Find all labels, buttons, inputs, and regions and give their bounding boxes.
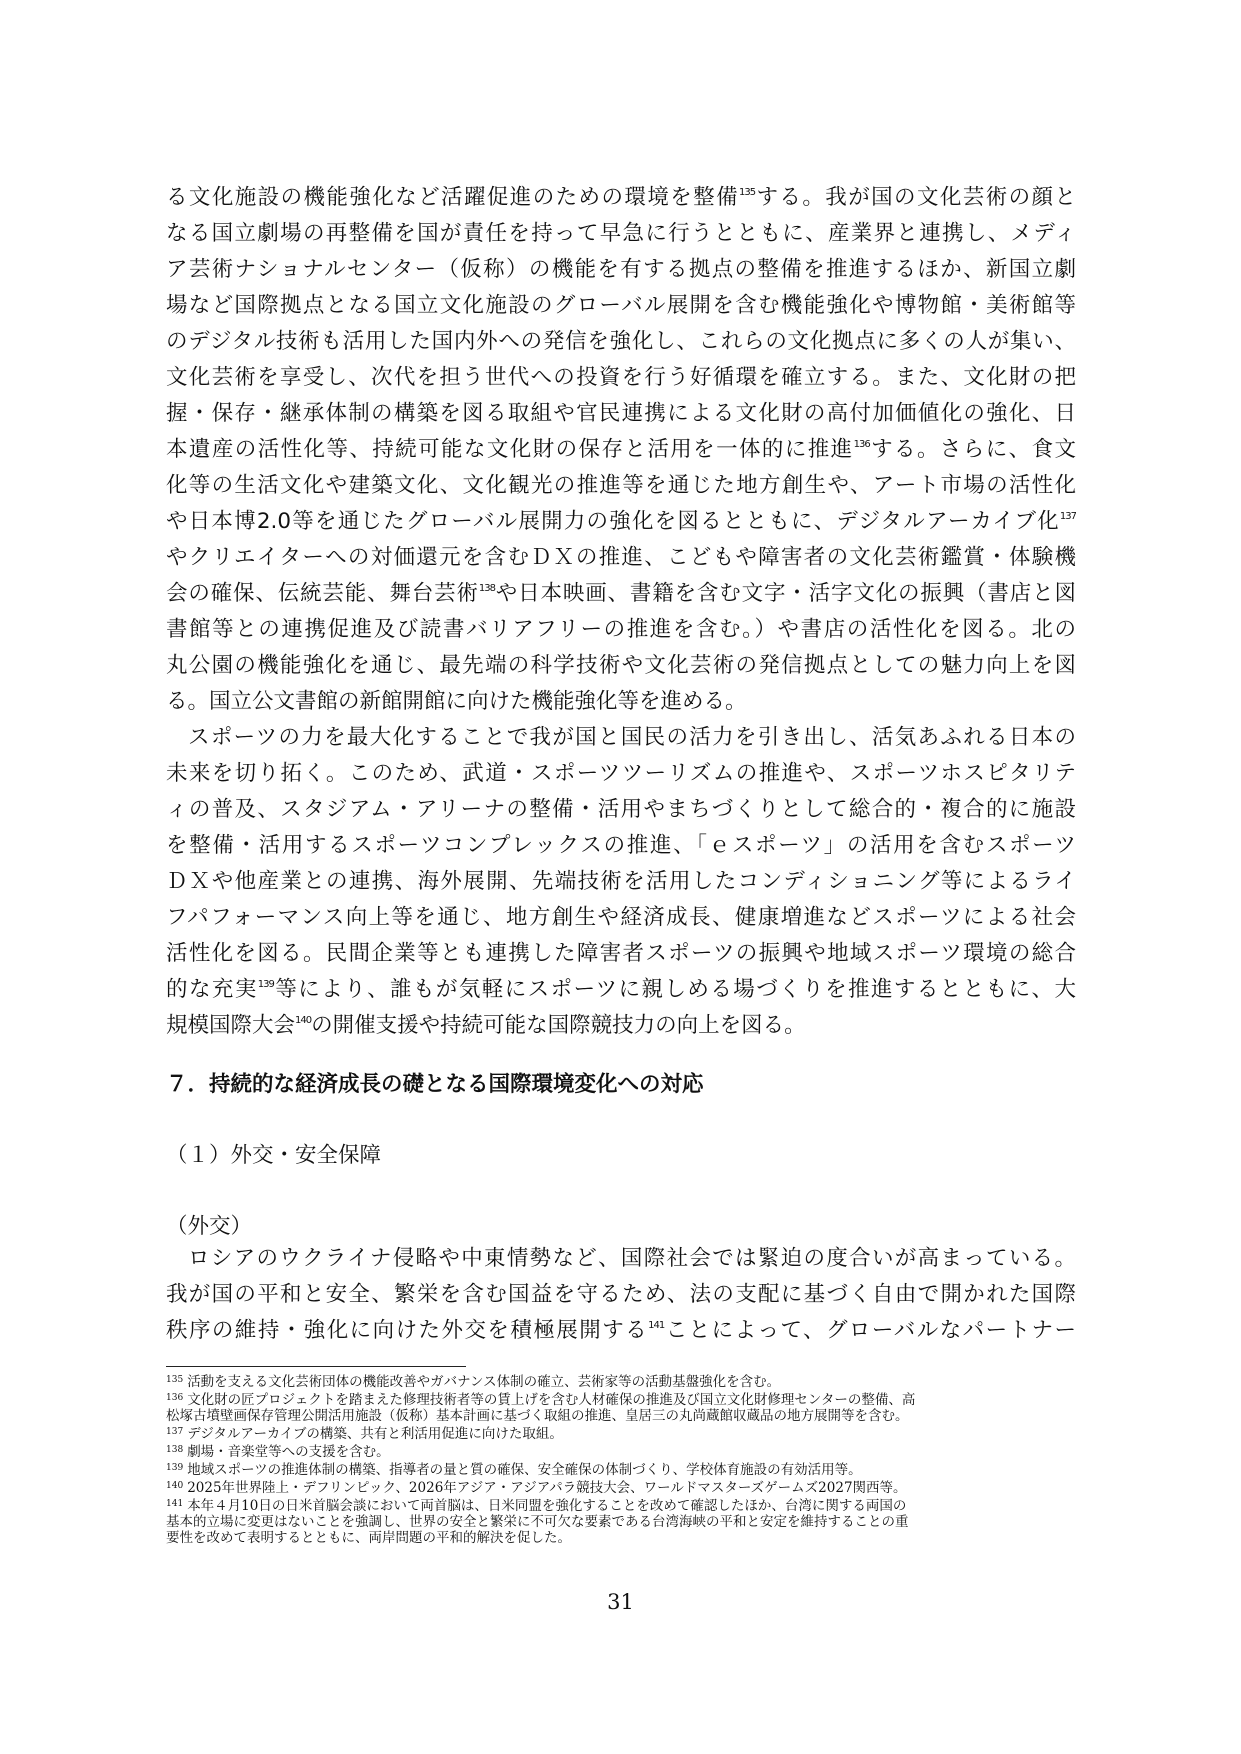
text-run: 場など国際拠点となる国立文化施設のグローバル展開を含む機能強化や博物館・美術館等 bbox=[166, 293, 1076, 318]
footnote-text: 基本的立場に変更はないことを強調し、世界の安全と繁栄に不可欠な要素である台湾海峡の平和と安定を維持することの重 bbox=[166, 1514, 909, 1530]
text-line bbox=[166, 1277, 1076, 1313]
text-run: ア芸術ナショナルセンター（仮称）の機能を有する拠点の整備を推進するほか、新国立劇 bbox=[166, 257, 1076, 282]
page-number: 31 bbox=[607, 1590, 634, 1614]
footnote-text: 文化財の匠プロジェクトを踏まえた修理技術者等の賃上げを含む人材確保の推進及び国立文化財修理センターの整備、高 bbox=[187, 1392, 916, 1408]
text-line bbox=[166, 180, 1076, 216]
footnote-ref[interactable]: 136 bbox=[853, 439, 870, 450]
text-line bbox=[166, 648, 1076, 684]
footnote-text: 松塚古墳壁画保存管理公開活用施設（仮称）基本計画に基づく取組の推進、皇居三の丸尚蔵館収蔵品の地方展開等を含む。 bbox=[166, 1408, 909, 1424]
footnote-number: 138 bbox=[166, 1445, 184, 1455]
text-run: 等により、誰もが気軽にスポーツに親しめる場づくりを推進するとともに、大 bbox=[273, 977, 1076, 1002]
footnote-line bbox=[166, 1390, 1076, 1408]
text-run: やクリエイターへの対価還元を含むＤＸの推進、こどもや障害者の文化芸術鑑賞・体験機 bbox=[166, 545, 1076, 570]
text-run: ことによって、グローバルなパートナー bbox=[664, 1318, 1076, 1343]
text-run: を整備・活用するスポーツコンプレックスの推進、「ｅスポーツ」の活用を含むスポーツ bbox=[166, 833, 1076, 858]
footnote-number: 139 bbox=[166, 1463, 184, 1473]
text-run: 我が国の平和と安全、繁栄を含む国益を守るため、法の支配に基づく自由で開かれた国際 bbox=[166, 1282, 1076, 1307]
footnote-text: 2025年世界陸上・デフリンピック、2026年アジア・アジアパラ競技大会、ワールドマスターズゲームズ2027関西等。 bbox=[187, 1480, 907, 1496]
text-run: 未来を切り拓く。このため、武道・スポーツツーリズムの推進や、スポーツホスピタリテ bbox=[166, 761, 1076, 786]
footnotes bbox=[166, 1372, 1076, 1546]
text-run: 丸公園の機能強化を通じ、最先端の科学技術や文化芸術の発信拠点としての魅力向上を図 bbox=[166, 653, 1076, 678]
text-line bbox=[166, 684, 1076, 720]
text-line bbox=[166, 720, 1076, 756]
text-line bbox=[166, 576, 1076, 612]
body-paragraphs bbox=[166, 180, 1076, 1044]
text-line bbox=[166, 936, 1076, 972]
footnote-ref[interactable]: 140 bbox=[295, 1015, 312, 1026]
footnote-text: デジタルアーカイブの構築、共有と利活用促進に向けた取組。 bbox=[187, 1426, 563, 1442]
footnote-number: 136 bbox=[166, 1393, 184, 1403]
text-line bbox=[166, 216, 1076, 252]
text-line bbox=[166, 396, 1076, 432]
footnote-ref[interactable]: 137 bbox=[1059, 511, 1076, 522]
footnote-text: 要性を改めて表明するとともに、両岸問題の平和的解決を促した。 bbox=[166, 1530, 571, 1546]
text-run: 的な充実 bbox=[166, 977, 258, 1002]
text-run: る文化施設の機能強化など活躍促進のための環境を整備 bbox=[166, 185, 739, 210]
text-line bbox=[166, 900, 1076, 936]
text-run: 秩序の維持・強化に向けた外交を積極展開する bbox=[166, 1318, 649, 1343]
text-run: なる国立劇場の再整備を国が責任を持って早急に行うとともに、産業界と連携し、メディ bbox=[166, 221, 1076, 246]
text-line bbox=[166, 756, 1076, 792]
paragraph-culture bbox=[166, 180, 1076, 720]
text-line bbox=[166, 504, 1076, 540]
text-run: する。さらに、食文 bbox=[869, 437, 1076, 462]
text-line bbox=[166, 288, 1076, 324]
text-run: フパフォーマンス向上等を通じ、地方創生や経済成長、健康増進などスポーツによる社会 bbox=[166, 905, 1076, 930]
footnote-number: 140 bbox=[166, 1481, 184, 1491]
text-run: ロシアのウクライナ侵略や中東情勢など、国際社会では緊迫の度合いが高まっている。 bbox=[188, 1246, 1076, 1271]
text-line bbox=[166, 468, 1076, 504]
text-line bbox=[166, 864, 1076, 900]
text-run: 化等の生活文化や建築文化、文化観光の推進等を通じた地方創生や、アート市場の活性化 bbox=[166, 473, 1076, 498]
footnote-line bbox=[166, 1460, 1076, 1478]
text-run: ＤＸや他産業との連携、海外展開、先端技術を活用したコンディショニング等によるライ bbox=[166, 869, 1076, 894]
text-run: 握・保存・継承体制の構築を図る取組や官民連携による文化財の高付加価値化の強化、日 bbox=[166, 401, 1076, 426]
text-run: する。我が国の文化芸術の顔と bbox=[755, 185, 1076, 210]
footnote-line bbox=[166, 1424, 1076, 1442]
footnote-ref[interactable]: 141 bbox=[648, 1320, 665, 1331]
footnote-line bbox=[166, 1530, 1076, 1546]
footnote-number: 137 bbox=[166, 1427, 184, 1437]
text-run: のデジタル技術も活用した国内外への発信を強化し、これらの文化拠点に多くの人が集い、 bbox=[166, 329, 1076, 354]
footnote-line bbox=[166, 1408, 1076, 1424]
footnote-divider bbox=[166, 1366, 466, 1367]
text-line bbox=[166, 828, 1076, 864]
text-run: の開催支援や持続可能な国際競技力の向上を図る。 bbox=[311, 1013, 806, 1038]
footnote-text: 地域スポーツの推進体制の構築、指導者の量と質の確保、安全確保の体制づくり、学校体育施設の有効活用等。 bbox=[187, 1462, 862, 1478]
text-line bbox=[166, 1008, 1076, 1044]
text-line bbox=[166, 972, 1076, 1008]
footnote-ref[interactable]: 138 bbox=[478, 583, 495, 594]
text-run: ィの普及、スタジアム・アリーナの整備・活用やまちづくりとして総合的・複合的に施設 bbox=[166, 797, 1076, 822]
paragraph-sports bbox=[166, 720, 1076, 1044]
footnote-text: 本年４月10日の日米首脳会談において両首脳は、日米同盟を強化することを改めて確認したほか、台湾に関する両国の bbox=[187, 1498, 907, 1514]
text-run: 本遺産の活性化等、持続可能な文化財の保存と活用を一体的に推進 bbox=[166, 437, 854, 462]
footnote-text: 活動を支える文化芸術団体の機能改善やガバナンス体制の確立、芸術家等の活動基盤強化を含む。 bbox=[187, 1374, 781, 1390]
text-line bbox=[166, 252, 1076, 288]
text-run: 会の確保、伝統芸能、舞台芸術 bbox=[166, 581, 479, 606]
text-run: 書館等との連携促進及び読書バリアフリーの推進を含む。）や書店の活性化を図る。北の bbox=[166, 617, 1076, 642]
footnote-line bbox=[166, 1478, 1076, 1496]
text-run: る。国立公文書館の新館開館に向けた機能強化等を進める。 bbox=[166, 689, 747, 714]
text-run: や日本博2.0等を通じたグローバル展開力の強化を図るとともに、デジタルアーカイブ化 bbox=[166, 509, 1060, 534]
text-run: 活性化を図る。民間企業等とも連携した障害者スポーツの振興や地域スポーツ環境の総合 bbox=[166, 941, 1076, 966]
text-line bbox=[166, 792, 1076, 828]
text-run: スポーツの力を最大化することで我が国と国民の活力を引き出し、活気あふれる日本の bbox=[188, 725, 1076, 750]
footnote-text: 劇場・音楽堂等への支援を含む。 bbox=[187, 1444, 390, 1460]
text-run: や日本映画、書籍を含む文字・活字文化の振興（書店と図 bbox=[494, 581, 1076, 606]
footnote-line bbox=[166, 1496, 1076, 1514]
text-line bbox=[166, 1313, 1076, 1349]
footnote-line bbox=[166, 1442, 1076, 1460]
footnote-ref[interactable]: 135 bbox=[739, 187, 756, 198]
text-run: 文化芸術を享受し、次代を担う世代への投資を行う好循環を確立する。また、文化財の把 bbox=[166, 365, 1076, 390]
text-line bbox=[166, 612, 1076, 648]
footnote-ref[interactable]: 139 bbox=[257, 979, 274, 990]
text-run: 規模国際大会 bbox=[166, 1013, 296, 1038]
footnote-number: 135 bbox=[166, 1375, 184, 1385]
text-line bbox=[166, 432, 1076, 468]
footnote-number: 141 bbox=[166, 1499, 184, 1509]
section-heading-7: ７．持続的な経済成長の礎となる国際環境変化への対応 bbox=[166, 1072, 704, 1097]
topic-heading-diplomacy: （外交） bbox=[166, 1214, 253, 1239]
diplomacy-paragraph bbox=[166, 1241, 1076, 1349]
footnote-line bbox=[166, 1514, 1076, 1530]
text-line bbox=[166, 324, 1076, 360]
footnote-line bbox=[166, 1372, 1076, 1390]
text-line bbox=[166, 540, 1076, 576]
text-line bbox=[166, 1241, 1076, 1277]
text-line bbox=[166, 360, 1076, 396]
subsection-heading-diplomacy-security: （１）外交・安全保障 bbox=[166, 1143, 382, 1168]
